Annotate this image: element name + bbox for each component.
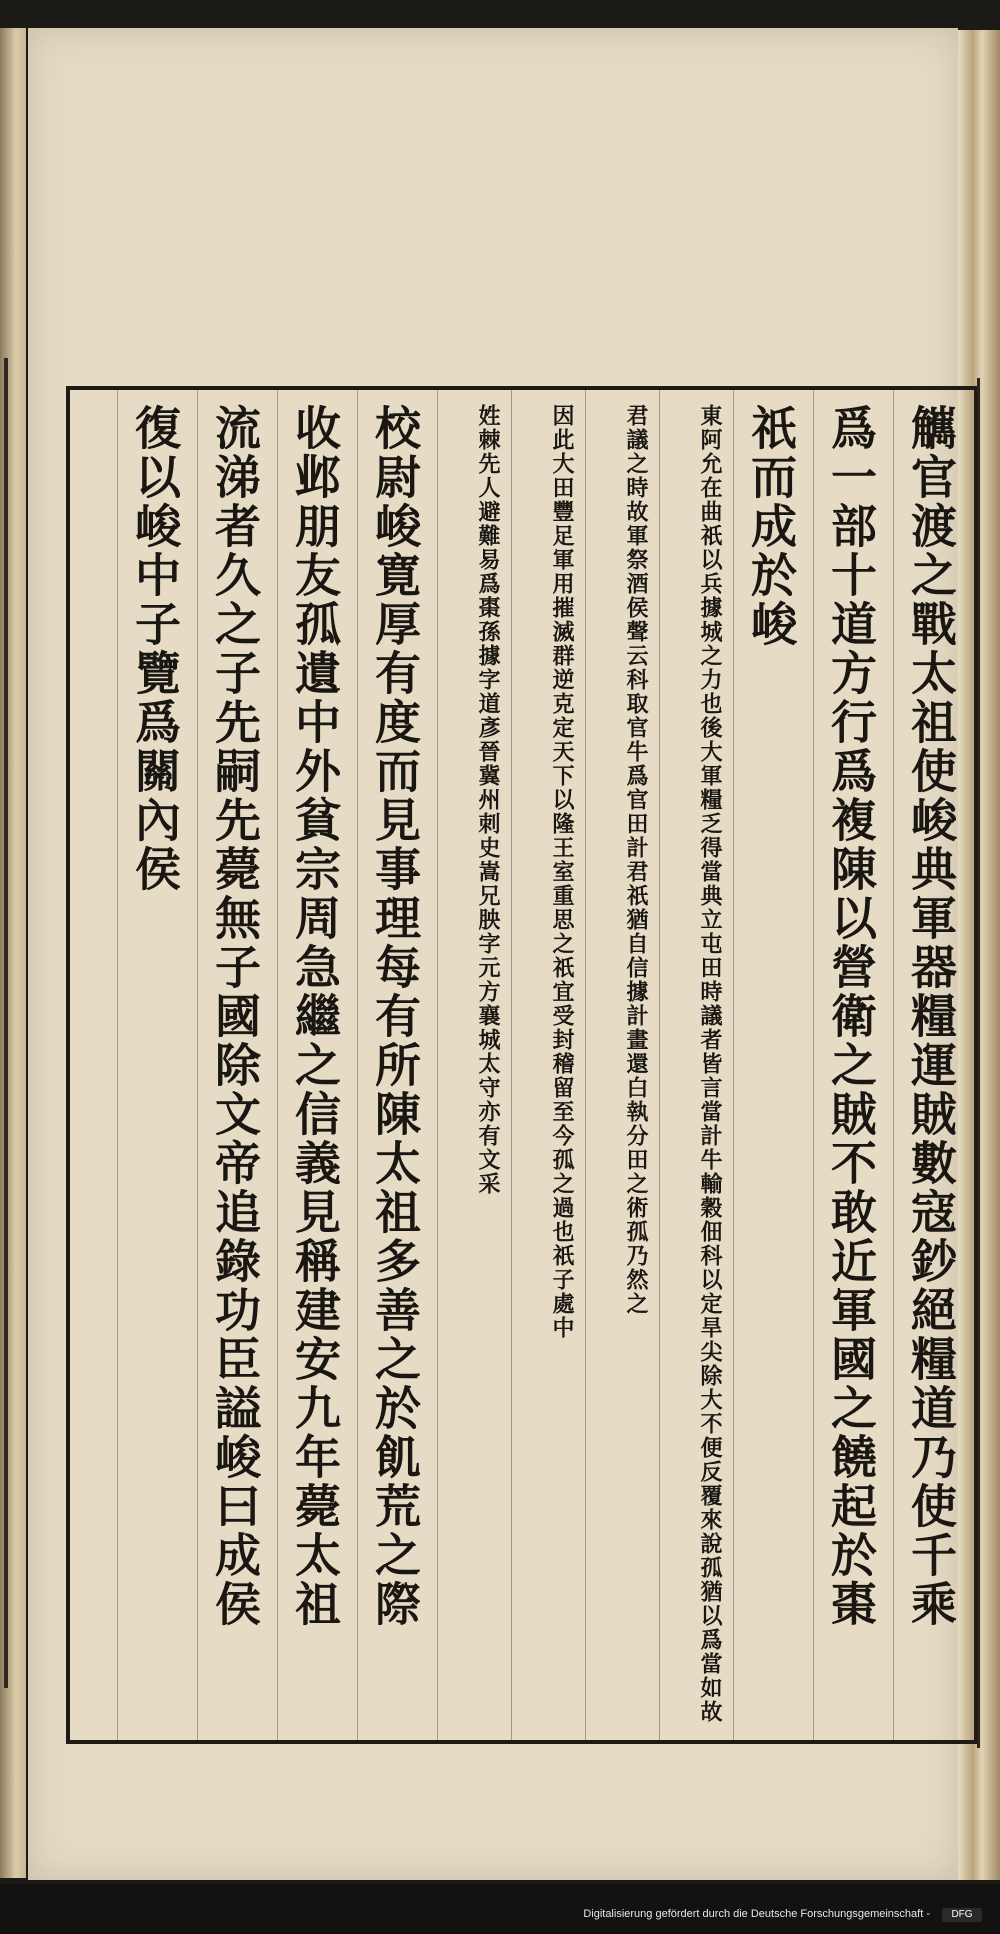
column-rule (511, 390, 512, 1740)
text-column-4: 東阿允在曲祇以兵據城之力也後大軍糧乏得當典立屯田時議者皆言當計牛輸穀佃科以定旱尖除大不便反覆來說孤猶以爲當如故 (697, 404, 723, 1724)
left-page-edge (0, 28, 26, 1878)
text-column-3: 祇而成於峻 (744, 404, 798, 649)
column-rule (733, 390, 734, 1740)
text-frame (66, 386, 978, 1744)
text-column-6: 因此大田豐足軍用摧滅群逆克定天下以隆王室重思之祇宜受封稽留至今孤之過也祇子處中 (549, 404, 575, 1340)
column-rule (357, 390, 358, 1740)
column-rule (659, 390, 660, 1740)
column-rule (437, 390, 438, 1740)
column-rule (117, 390, 118, 1740)
digitization-credit: Digitalisierung gefördert durch die Deutsche Forschungsgemeinschaft - (583, 1908, 930, 1920)
column-rule (585, 390, 586, 1740)
footer-bar (0, 1884, 1000, 1934)
text-column-5: 君議之時故軍祭酒侯聲云科取官牛爲官田計君祇猶自信據計畫還白執分田之術孤乃然之 (623, 404, 649, 1316)
column-rule (197, 390, 198, 1740)
text-column-10: 流涕者久之子先嗣先薨無子國除文帝追錄功臣謚峻曰成侯 (208, 404, 262, 1629)
text-column-9: 收邺朋友孤遺中外貧宗周急繼之信義見稱建安九年薨太祖 (288, 404, 342, 1629)
text-column-8: 校尉峻寛厚有度而見事理每有所陳太祖多善之於飢荒之際 (368, 404, 422, 1629)
frame-right-rule (977, 378, 980, 1748)
column-rule (277, 390, 278, 1740)
column-rule (893, 390, 894, 1740)
left-page-rule (4, 358, 8, 1688)
text-column-11: 復以峻中子覽爲關內侯 (128, 404, 182, 894)
text-column-7: 姓棘先人避難易爲棗孫據字道彥晉冀州刺史嵩兄胦字元方襄城太守亦有文采 (475, 404, 501, 1196)
text-column-1: 觽官渡之戰太祖使峻典軍器糧運賊數寇鈔絕糧道乃使千乘 (904, 404, 958, 1629)
dfg-logo: DFG (942, 1908, 982, 1922)
book-page (28, 28, 958, 1880)
column-rule (813, 390, 814, 1740)
text-column-2: 爲一部十道方行爲複陳以營衛之賊不敢近軍國之饒起於棗 (824, 404, 878, 1629)
